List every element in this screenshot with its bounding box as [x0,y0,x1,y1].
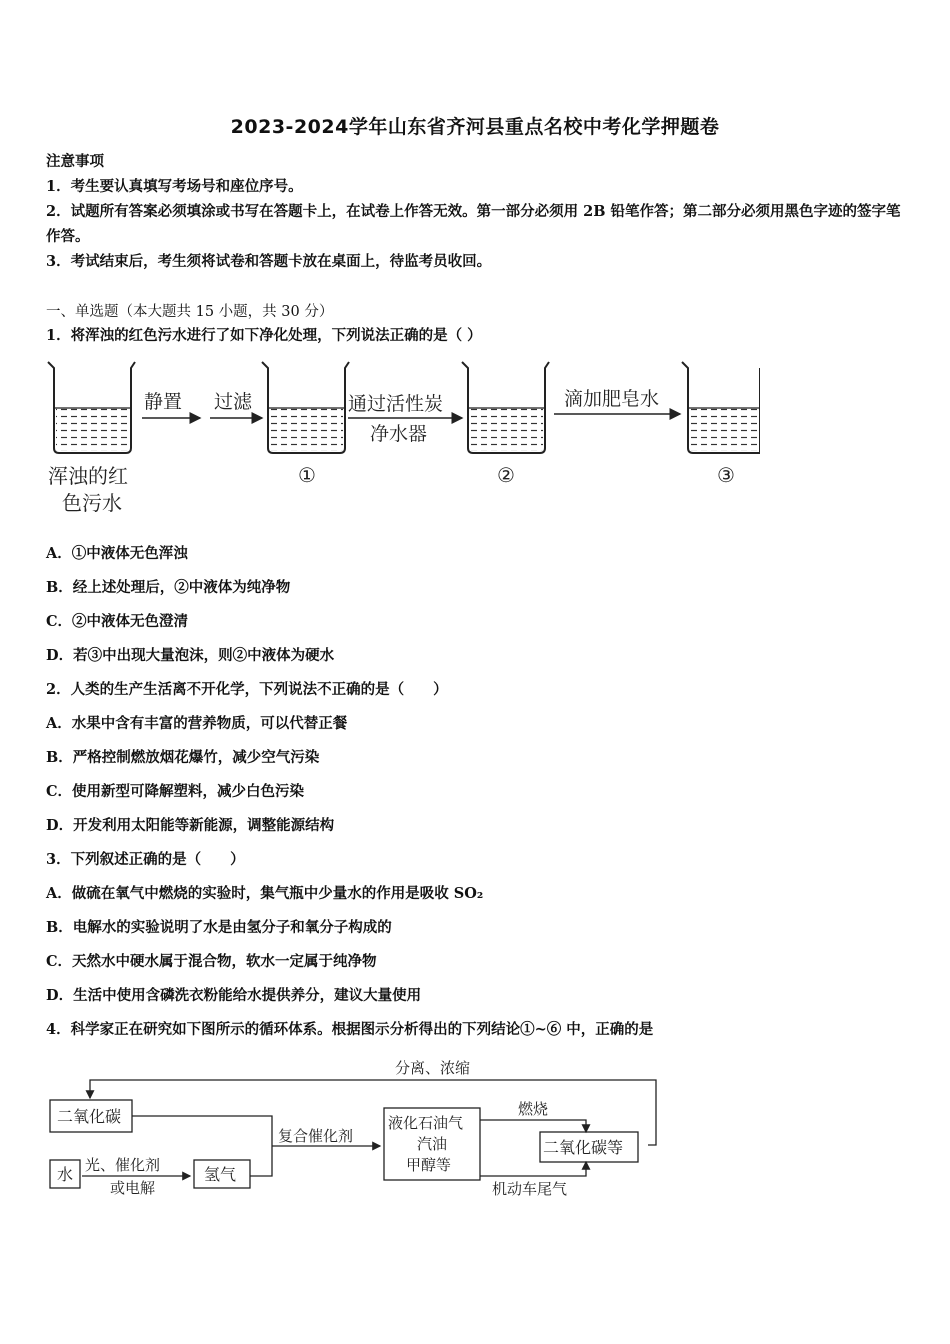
q3-option-c: C．天然水中硬水属于混合物，软水一定属于纯净物 [46,953,377,970]
return-arrow [90,1080,656,1145]
q4-stem: 4．科学家正在研究如下图所示的循环体系。根据图示分析得出的下列结论①~⑥ 中，正确的是 [46,1021,654,1038]
step-soap-label: 滴加肥皂水 [564,388,660,410]
separate-concentrate-label: 分离、浓缩 [395,1059,471,1077]
q1-option-d: D．若③中出现大量泡沫，则②中液体为硬水 [46,647,335,664]
q1-option-b: B．经上述处理后，②中液体为纯净物 [46,579,291,596]
arrow-burn [480,1120,586,1132]
mark-3: ③ [717,463,735,487]
q3-option-b: B．电解水的实验说明了水是由氢分子和氧分子构成的 [46,919,392,936]
composite-catalyst-label: 复合催化剂 [278,1127,354,1145]
q2-option-c: C．使用新型可降解塑料，减少白色污染 [46,783,305,800]
mark-2: ② [497,463,515,487]
beaker-muddy-water [48,362,135,453]
light-catalyst-label: 光、催化剂 [85,1156,161,1174]
q2-option-a: A．水果中含有丰富的营养物质，可以代替正餐 [46,715,348,732]
fuel-2: 汽油 [417,1135,448,1153]
start-label-1: 浑浊的红 [48,464,128,488]
fuel-1: 液化石油气 [388,1114,464,1132]
q2-option-b: B．严格控制燃放烟花爆竹，减少空气污染 [46,749,320,766]
q1-option-a: A．①中液体无色浑浊 [46,545,188,562]
step-settle-label: 静置 [144,391,183,413]
notice-heading: 注意事项 [46,153,104,170]
q3-option-a: A．做硫在氧气中燃烧的实验时，集气瓶中少量水的作用是吸收 SO₂ [46,885,484,902]
box-h2-label: 氢气 [204,1165,237,1184]
section-heading: 一、单选题（本大题共 15 小题，共 30 分） [46,304,334,320]
q2-stem: 2．人类的生产生活离不开化学，下列说法不正确的是（ ） [46,681,448,698]
beaker-3 [682,362,760,453]
electrolysis-label: 或电解 [110,1179,156,1197]
box-co2-label: 二氧化碳 [57,1107,122,1126]
burn-label: 燃烧 [518,1100,549,1118]
purification-diagram [40,350,760,525]
exhaust-label: 机动车尾气 [492,1180,568,1198]
notice-item-1: 1．考生要认真填写考场号和座位序号。 [46,178,303,195]
mark-1: ① [298,463,316,487]
beaker-2 [462,362,549,453]
fuel-3: 甲醇等 [406,1156,452,1174]
q3-option-d: D．生活中使用含磷洗衣粉能给水提供养分，建议大量使用 [46,987,422,1004]
beaker-1 [262,362,349,453]
box-co2-etc-label: 二氧化碳等 [543,1138,624,1157]
start-label-2: 色污水 [62,491,122,515]
notice-item-3: 3．考试结束后，考生须将试卷和答题卡放在桌面上，待监考员收回。 [46,253,492,270]
page-title: 2023-2024学年山东省齐河县重点名校中考化学押题卷 [230,116,720,138]
q2-option-d: D．开发利用太阳能等新能源，调整能源结构 [46,817,335,834]
step-carbon-label-1: 通过活性炭 [348,393,444,415]
q1-stem: 1．将浑浊的红色污水进行了如下净化处理，下列说法正确的是（ ） [46,327,482,344]
step-filter-label: 过滤 [214,391,253,413]
cycle-diagram [40,1052,680,1202]
step-carbon-label-2: 净水器 [370,423,428,445]
box-water-label: 水 [57,1165,74,1184]
q3-stem: 3．下列叙述正确的是（ ） [46,851,245,868]
q1-option-c: C．②中液体无色澄清 [46,613,189,630]
notice-item-2: 2．试题所有答案必须填涂或书写在答题卡上，在试卷上作答无效。第一部分必须用 2B 铅笔作答；第二部分必须用黑色字迹的签字笔作答。 [46,203,901,245]
arrow-exhaust [480,1162,586,1176]
